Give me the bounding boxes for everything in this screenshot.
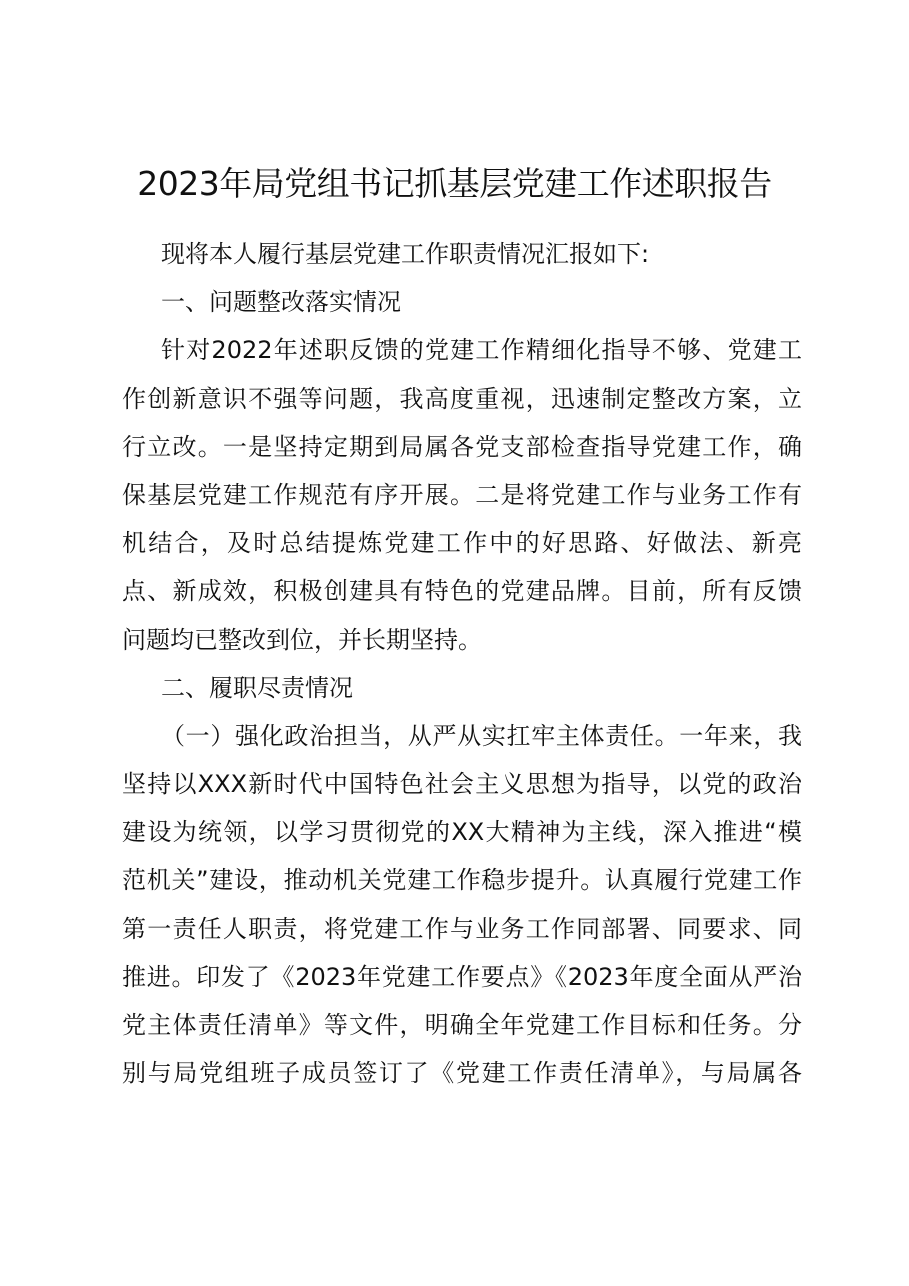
section-heading: 二、履职尽责情况 bbox=[161, 673, 353, 702]
paragraph-line: 问题均已整改到位，并长期坚持。 bbox=[122, 625, 482, 654]
paragraph-line: 针对2022年述职反馈的党建工作精细化指导不够、党建工 bbox=[161, 336, 802, 365]
document-body bbox=[122, 230, 802, 1097]
paragraph-line: 坚持以XXX新时代中国特色社会主义思想为指导，以党的政治 bbox=[122, 770, 802, 799]
paragraph-line: 别与局党组班子成员签订了《党建工作责任清单》，与局属各 bbox=[122, 1059, 802, 1088]
paragraph-line: 推进。印发了《2023年党建工作要点》《2023年度全面从严治 bbox=[122, 962, 802, 991]
paragraph-line: 现将本人履行基层党建工作职责情况汇报如下: bbox=[161, 240, 650, 268]
paragraph-line: 保基层党建工作规范有序开展。二是将党建工作与业务工作有 bbox=[122, 480, 802, 509]
document-title: 2023年局党组书记抓基层党建工作述职报告 bbox=[137, 164, 772, 203]
section-heading: 一、问题整改落实情况 bbox=[161, 288, 401, 317]
paragraph-line: 范机关”建设，推动机关党建工作稳步提升。认真履行党建工作 bbox=[122, 866, 802, 895]
paragraph-line: 作创新意识不强等问题，我高度重视，迅速制定整改方案，立 bbox=[122, 384, 802, 413]
paragraph-line: 行立改。一是坚持定期到局属各党支部检查指导党建工作，确 bbox=[122, 432, 802, 461]
paragraph-line: （一）强化政治担当，从严从实扛牢主体责任。一年来，我 bbox=[161, 721, 802, 750]
paragraph-line: 党主体责任清单》等文件，明确全年党建工作目标和任务。分 bbox=[122, 1011, 802, 1039]
paragraph-line: 建设为统领，以学习贯彻党的XX大精神为主线，深入推进“模 bbox=[122, 818, 802, 847]
paragraph-line: 点、新成效，积极创建具有特色的党建品牌。目前，所有反馈 bbox=[122, 577, 802, 606]
paragraph-line: 机结合，及时总结提炼党建工作中的好思路、好做法、新亮 bbox=[122, 529, 802, 558]
paragraph-line: 第一责任人职责，将党建工作与业务工作同部署、同要求、同 bbox=[122, 914, 802, 943]
